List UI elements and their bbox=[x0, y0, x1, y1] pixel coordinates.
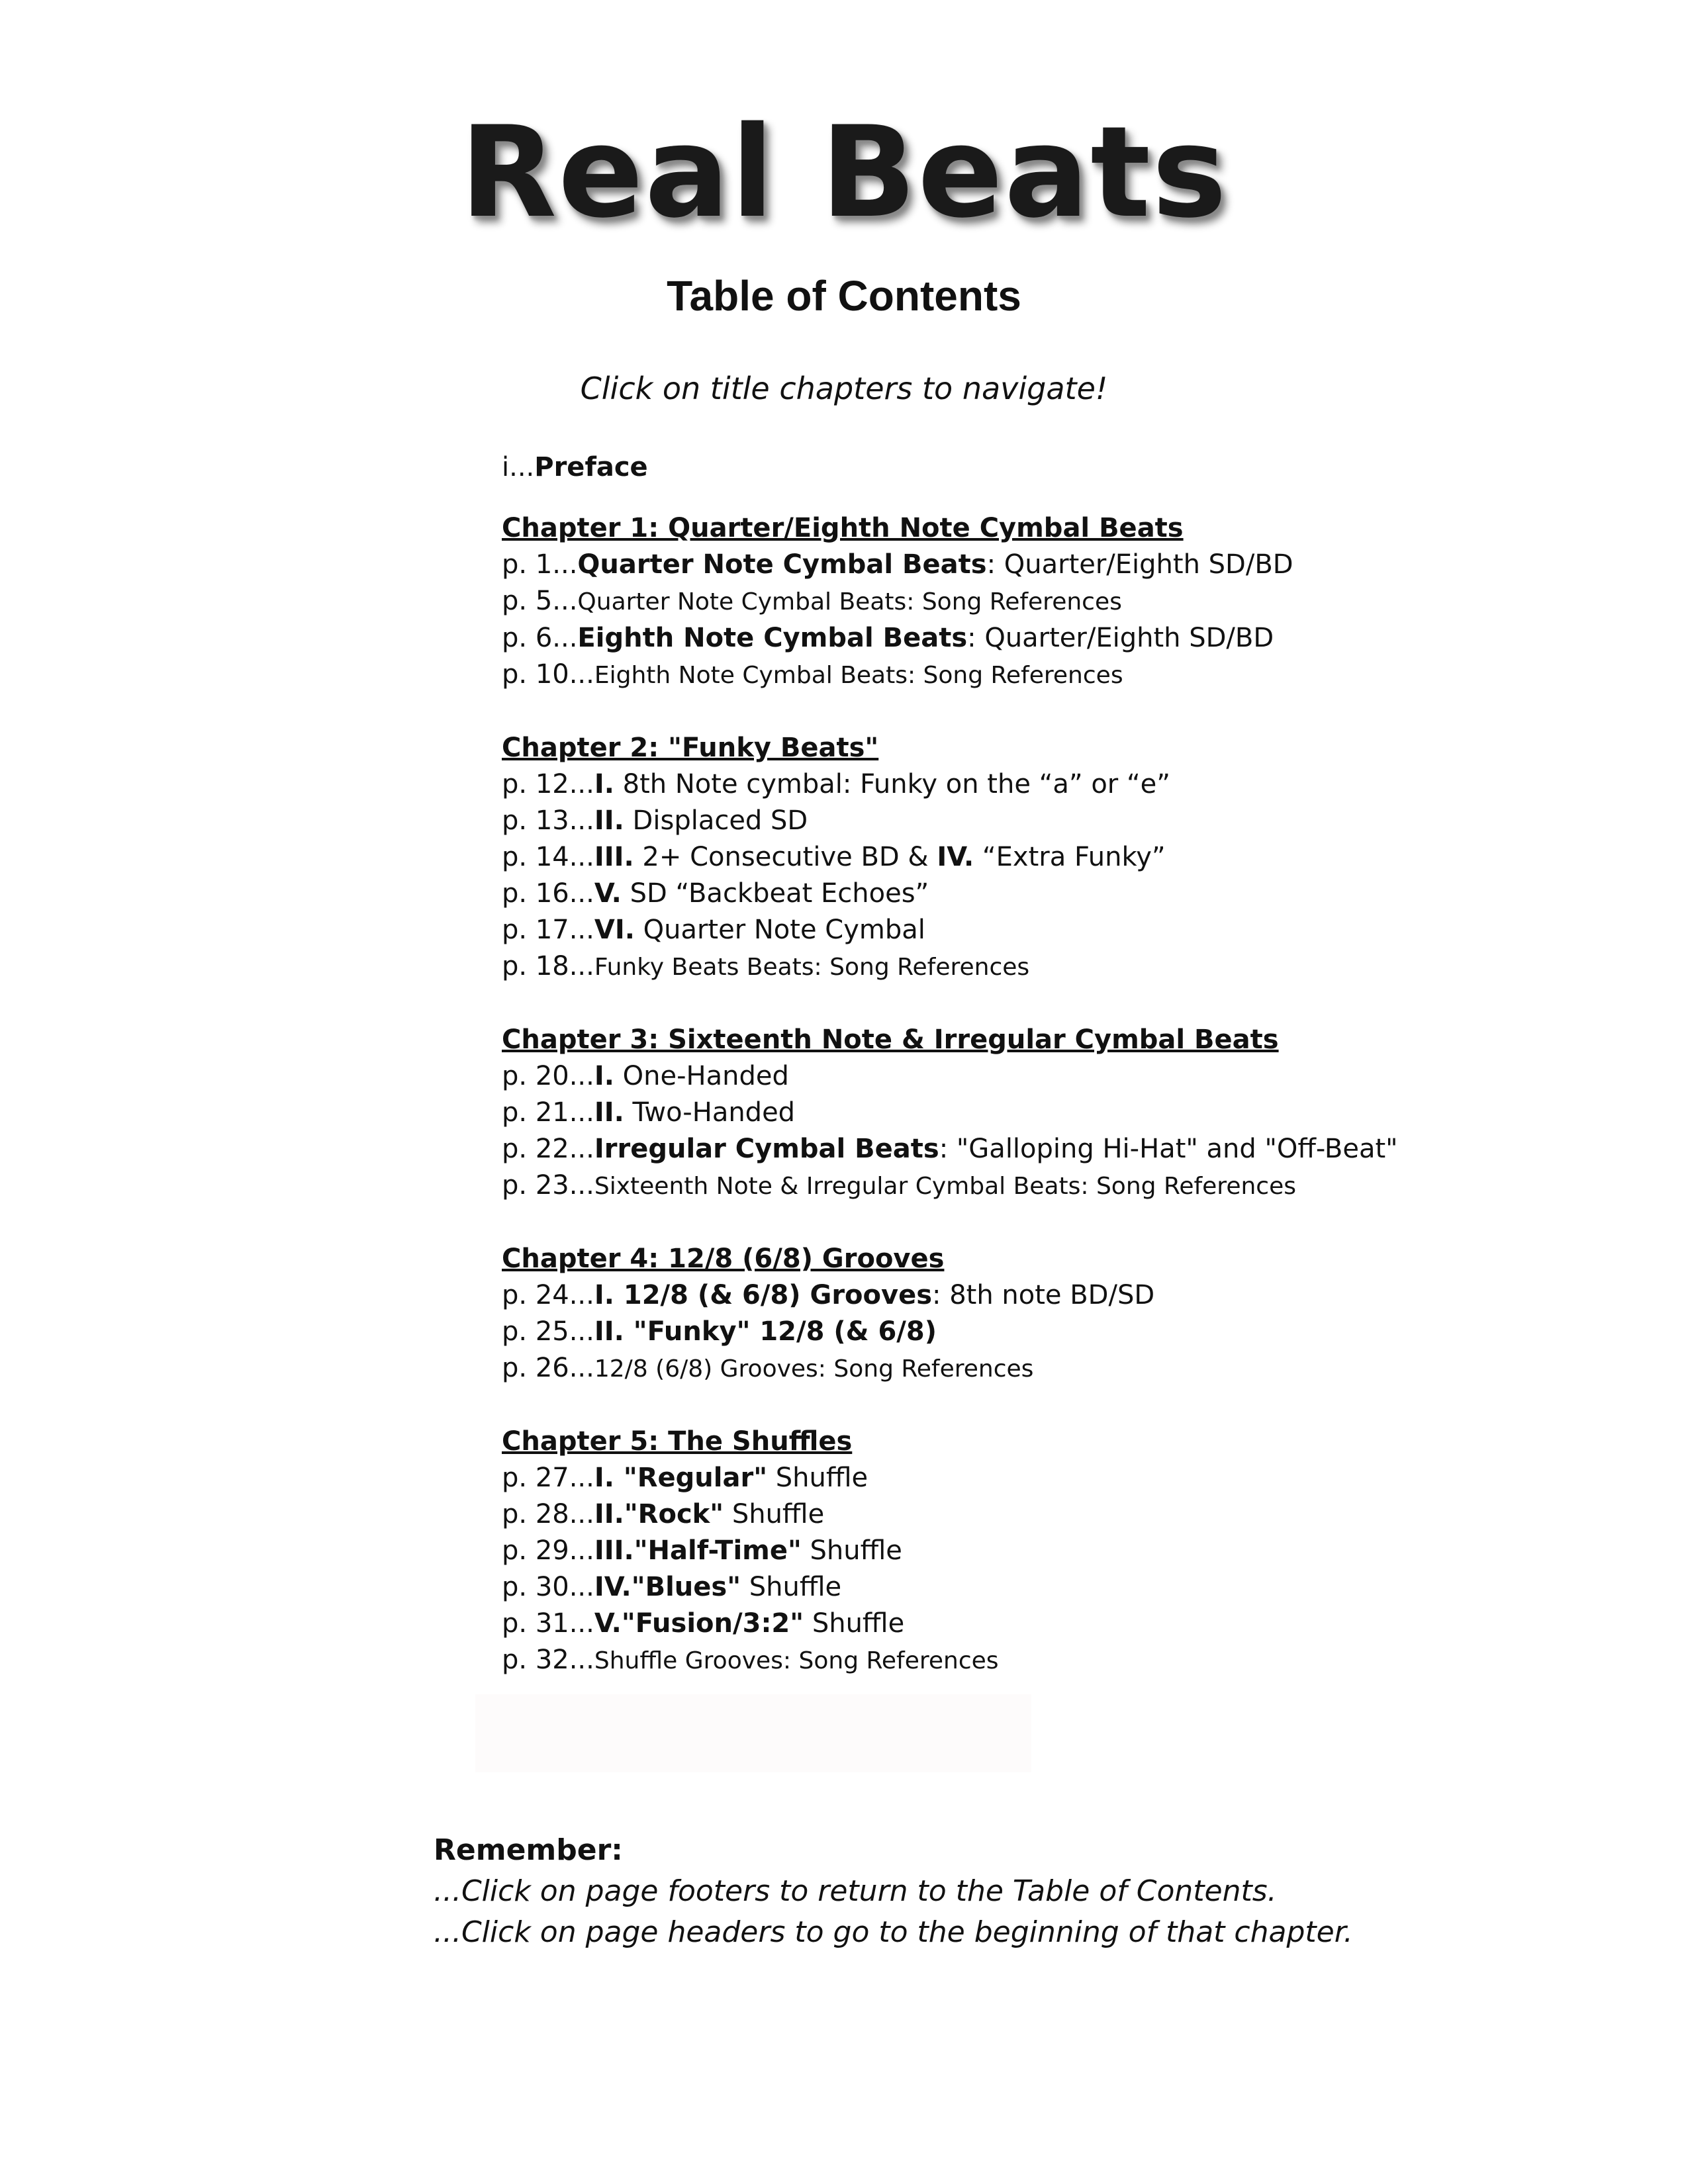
toc-entry[interactable] bbox=[502, 912, 1594, 948]
entry-title-bold: IV."Blues" bbox=[594, 1572, 741, 1602]
preface-label: Preface bbox=[534, 452, 648, 482]
remember-line-footers: ...Click on page footers to return to the Table of Contents. bbox=[434, 1874, 1277, 1908]
toc-entry[interactable] bbox=[502, 1606, 1594, 1642]
entry-page-number: p. 1... bbox=[502, 549, 578, 580]
entry-page-number: p. 25... bbox=[502, 1316, 594, 1347]
chapter-4-heading-link[interactable]: Chapter 4: 12/8 (6/8) Grooves bbox=[502, 1244, 945, 1274]
entry-title-text: Eighth Note Cymbal Beats: Song References bbox=[594, 662, 1123, 689]
entry-page-number: p. 23... bbox=[502, 1170, 594, 1201]
entry-title-bold: I. bbox=[594, 769, 614, 799]
remember-title: Remember: bbox=[434, 1833, 623, 1867]
entry-title-text: One-Handed bbox=[614, 1061, 789, 1091]
entry-title-bold: II."Rock" bbox=[594, 1499, 724, 1529]
entry-title-bold: I. "Regular" bbox=[594, 1463, 768, 1493]
entry-page-number: p. 13... bbox=[502, 805, 594, 836]
toc-entry[interactable] bbox=[502, 1350, 1594, 1387]
entry-title-bold: II. bbox=[594, 805, 624, 836]
entry-page-number: p. 32... bbox=[502, 1645, 594, 1675]
toc-entry[interactable] bbox=[502, 1277, 1594, 1314]
entry-page-number: p. 14... bbox=[502, 842, 594, 872]
toc-entry[interactable] bbox=[502, 839, 1594, 876]
entry-page-number: p. 27... bbox=[502, 1463, 594, 1493]
entry-title-bold: I. 12/8 (& 6/8) Grooves bbox=[594, 1280, 933, 1310]
entry-page-number: p. 26... bbox=[502, 1353, 594, 1383]
toc-entry[interactable] bbox=[502, 766, 1594, 803]
remember-line-headers: ...Click on page headers to go to the beginning of that chapter. bbox=[434, 1915, 1353, 1949]
navigation-hint: Click on title chapters to navigate! bbox=[580, 371, 1108, 406]
toc-entry[interactable] bbox=[502, 1496, 1594, 1533]
chapter-1 bbox=[502, 510, 1594, 694]
entry-page-number: p. 6... bbox=[502, 623, 578, 653]
preface-page: i... bbox=[502, 452, 535, 482]
entry-page-number: p. 5... bbox=[502, 586, 578, 616]
entry-title-bold-secondary: IV. bbox=[937, 842, 974, 872]
toc-entry[interactable] bbox=[502, 1095, 1594, 1131]
entry-title-bold: II. "Funky" 12/8 (& 6/8) bbox=[594, 1316, 937, 1347]
entry-title-text-secondary: “Extra Funky” bbox=[974, 842, 1166, 872]
entry-page-number: p. 22... bbox=[502, 1134, 594, 1164]
toc-entry[interactable] bbox=[502, 876, 1594, 912]
toc-entry[interactable] bbox=[502, 547, 1594, 583]
toc-entry[interactable] bbox=[502, 1058, 1594, 1095]
toc-entry[interactable] bbox=[502, 1569, 1594, 1606]
toc-entry[interactable] bbox=[502, 1131, 1594, 1167]
entry-title-text: : Quarter/Eighth SD/BD bbox=[967, 623, 1274, 653]
chapter-1-heading-link[interactable]: Chapter 1: Quarter/Eighth Note Cymbal Beats bbox=[502, 513, 1184, 543]
entry-page-number: p. 17... bbox=[502, 915, 594, 945]
blank-panel bbox=[475, 1694, 1031, 1772]
entry-title-text: 2+ Consecutive BD & bbox=[633, 842, 937, 872]
entry-page-number: p. 18... bbox=[502, 951, 594, 981]
toc-entry[interactable] bbox=[502, 1533, 1594, 1569]
entry-title-bold: VI. bbox=[594, 915, 635, 945]
toc-entry[interactable] bbox=[502, 657, 1594, 694]
entry-page-number: p. 28... bbox=[502, 1499, 594, 1529]
chapter-5-heading-link[interactable]: Chapter 5: The Shuffles bbox=[502, 1426, 853, 1457]
entry-title-bold: V."Fusion/3:2" bbox=[594, 1608, 804, 1639]
entry-title-text: Shuffle bbox=[741, 1572, 842, 1602]
entry-page-number: p. 20... bbox=[502, 1061, 594, 1091]
entry-page-number: p. 31... bbox=[502, 1608, 594, 1639]
entry-title-bold: Eighth Note Cymbal Beats bbox=[577, 623, 968, 653]
entry-page-number: p. 12... bbox=[502, 769, 594, 799]
toc-entry[interactable] bbox=[502, 1642, 1594, 1679]
toc-entry[interactable] bbox=[502, 1460, 1594, 1496]
entry-title-text: Shuffle Grooves: Song References bbox=[594, 1647, 999, 1674]
chapter-2 bbox=[502, 729, 1594, 985]
entry-page-number: p. 10... bbox=[502, 659, 594, 690]
entry-title-bold: Irregular Cymbal Beats bbox=[594, 1134, 939, 1164]
chapter-5 bbox=[502, 1423, 1594, 1679]
remember-note bbox=[434, 1830, 1658, 1953]
entry-title-text: Sixteenth Note & Irregular Cymbal Beats: Song References bbox=[594, 1173, 1296, 1200]
real-beats-logo: Real Beats bbox=[459, 99, 1229, 246]
entry-title-text: : 8th note BD/SD bbox=[932, 1280, 1155, 1310]
page-title: Table of Contents bbox=[667, 272, 1021, 320]
entry-title-text: Shuffle bbox=[801, 1535, 902, 1566]
entry-title-bold: V. bbox=[594, 878, 622, 909]
toc-entry[interactable] bbox=[502, 1314, 1594, 1350]
entry-title-text: Shuffle bbox=[767, 1463, 868, 1493]
table-of-contents bbox=[502, 449, 1594, 1715]
entry-page-number: p. 29... bbox=[502, 1535, 594, 1566]
entry-page-number: p. 21... bbox=[502, 1097, 594, 1128]
entry-title-bold: I. bbox=[594, 1061, 614, 1091]
toc-entry[interactable] bbox=[502, 583, 1594, 620]
entry-title-text: Shuffle bbox=[724, 1499, 825, 1529]
entry-title-text: Displaced SD bbox=[624, 805, 808, 836]
entry-title-bold: Quarter Note Cymbal Beats bbox=[577, 549, 987, 580]
entry-title-bold: III. bbox=[594, 842, 634, 872]
entry-title-text: Funky Beats Beats: Song References bbox=[594, 954, 1030, 981]
chapter-3 bbox=[502, 1021, 1594, 1205]
chapter-list bbox=[502, 510, 1594, 1679]
entry-title-text: 8th Note cymbal: Funky on the “a” or “e” bbox=[614, 769, 1171, 799]
chapter-4 bbox=[502, 1240, 1594, 1387]
chapter-3-heading-link[interactable]: Chapter 3: Sixteenth Note & Irregular Cymbal Beats bbox=[502, 1024, 1279, 1055]
entry-title-text: Quarter Note Cymbal bbox=[634, 915, 925, 945]
entry-title-text: Shuffle bbox=[804, 1608, 905, 1639]
toc-entry[interactable] bbox=[502, 620, 1594, 657]
entry-title-text: SD “Backbeat Echoes” bbox=[621, 878, 929, 909]
toc-entry[interactable] bbox=[502, 803, 1594, 839]
toc-entry[interactable] bbox=[502, 1167, 1594, 1205]
entry-page-number: p. 24... bbox=[502, 1280, 594, 1310]
entry-page-number: p. 30... bbox=[502, 1572, 594, 1602]
entry-title-text: Quarter Note Cymbal Beats: Song References bbox=[577, 588, 1122, 615]
entry-title-text: Two-Handed bbox=[624, 1097, 796, 1128]
toc-entry[interactable] bbox=[502, 948, 1594, 985]
entry-title-text: : Quarter/Eighth SD/BD bbox=[986, 549, 1293, 580]
preface-entry[interactable] bbox=[502, 449, 1594, 486]
entry-title-text: 12/8 (6/8) Grooves: Song References bbox=[594, 1355, 1034, 1383]
chapter-2-heading-link[interactable]: Chapter 2: "Funky Beats" bbox=[502, 733, 879, 763]
entry-title-text: : "Galloping Hi-Hat" and "Off-Beat" bbox=[939, 1134, 1398, 1164]
entry-title-bold: III."Half-Time" bbox=[594, 1535, 802, 1566]
entry-page-number: p. 16... bbox=[502, 878, 594, 909]
entry-title-bold: II. bbox=[594, 1097, 624, 1128]
